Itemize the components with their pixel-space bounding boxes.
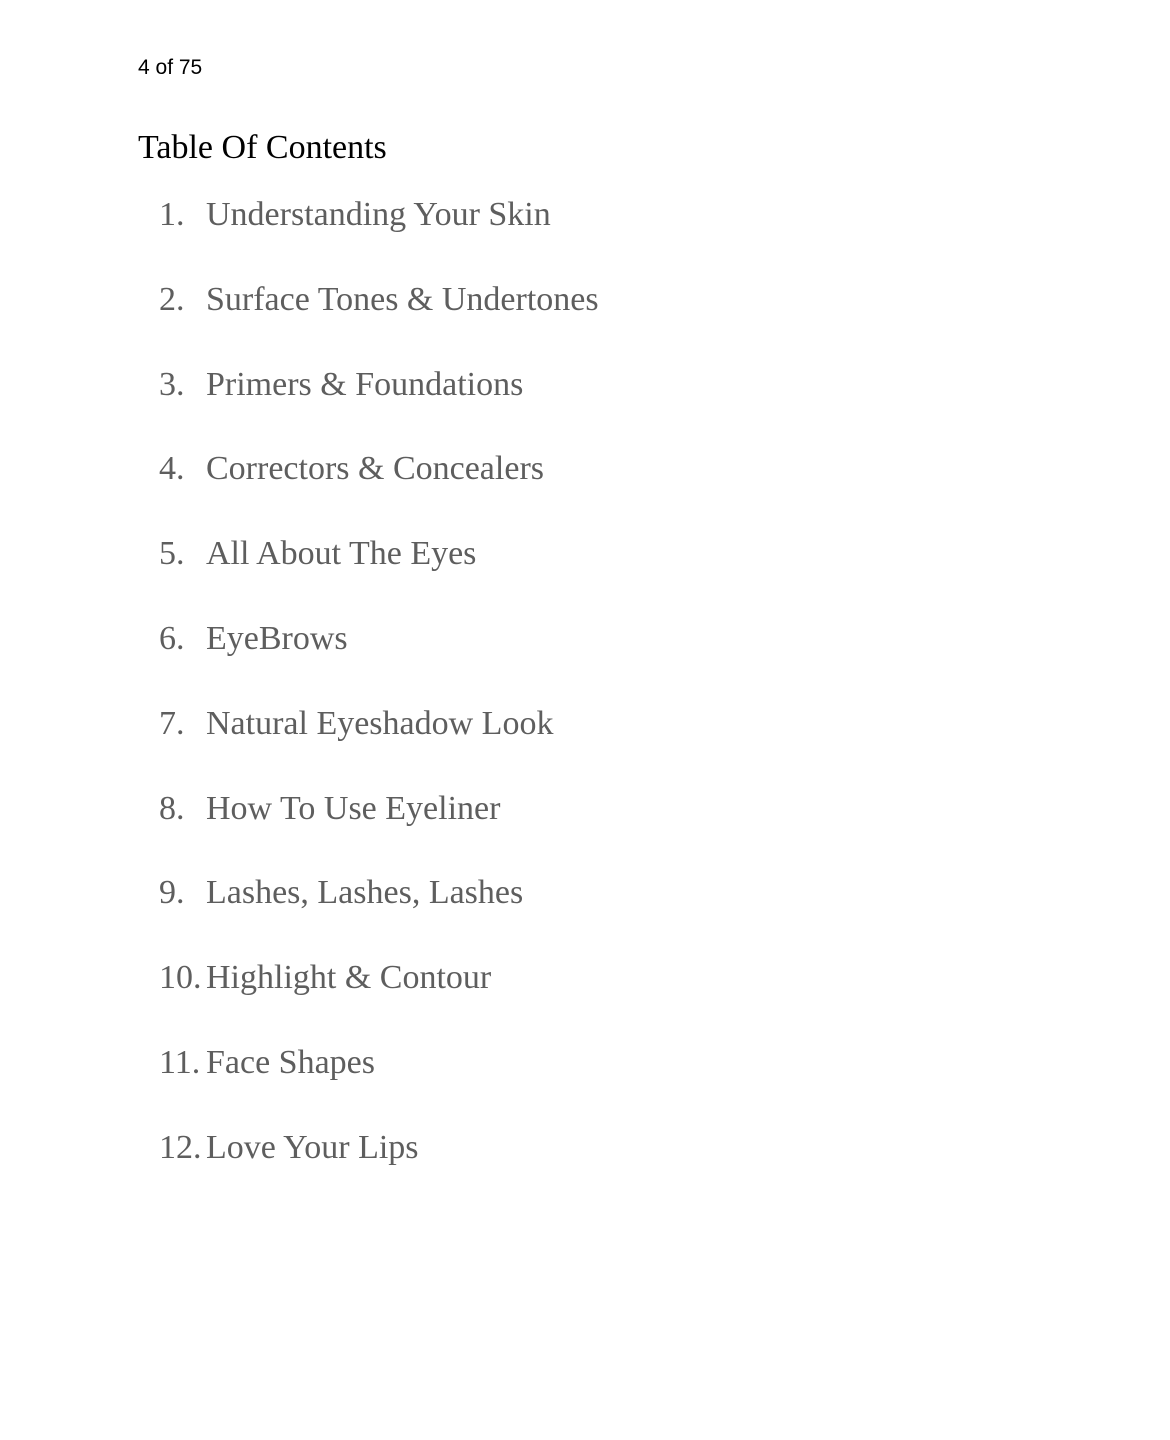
toc-item-label: Natural Eyeshadow Look: [206, 704, 554, 742]
toc-item-label: Highlight & Contour: [206, 959, 492, 997]
toc-item-label: Love Your Lips: [206, 1128, 419, 1166]
toc-item-number: 11.: [159, 1043, 201, 1081]
toc-item-label: Lashes, Lashes, Lashes: [206, 874, 524, 912]
toc-item-label: All About The Eyes: [206, 535, 477, 573]
toc-item-number: 5.: [159, 535, 185, 573]
toc-item-number: 10.: [159, 959, 202, 997]
page-title: Table Of Contents: [138, 129, 387, 166]
toc-item-label: Primers & Foundations: [206, 365, 524, 403]
toc-item-number: 8.: [159, 789, 185, 827]
page-indicator: 4 of 75: [138, 56, 203, 79]
toc-item-label: Surface Tones & Undertones: [206, 280, 599, 318]
toc-item-number: 2.: [159, 280, 185, 318]
toc-item-number: 3.: [159, 365, 185, 403]
toc-item-number: 9.: [159, 874, 185, 912]
toc-item-number: 1.: [159, 196, 185, 233]
toc-item-label: Understanding Your Skin: [206, 196, 551, 233]
toc-item-number: 6.: [159, 619, 185, 657]
toc-item-number: 4.: [159, 450, 185, 488]
toc-item-label: EyeBrows: [206, 619, 348, 657]
toc-item-label: Face Shapes: [206, 1043, 376, 1081]
toc-item-number: 12.: [159, 1128, 202, 1166]
toc-item-label: How To Use Eyeliner: [206, 789, 501, 827]
toc-item-label: Correctors & Concealers: [206, 450, 544, 488]
toc-item-number: 7.: [159, 704, 185, 742]
